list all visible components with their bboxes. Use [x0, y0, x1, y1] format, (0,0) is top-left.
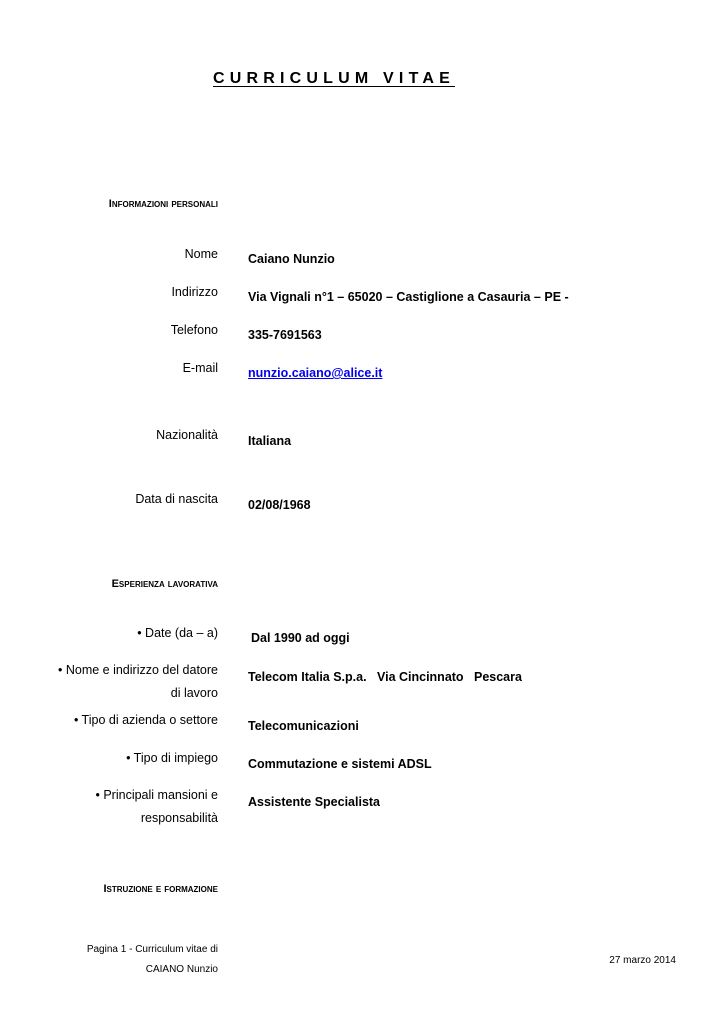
footer-date: 27 marzo 2014 [609, 955, 676, 966]
section-heading-personal: Informazioni personali [108, 198, 218, 210]
employer-value: Telecom Italia S.p.a. Via Cincinnato Pescara [248, 670, 522, 684]
company-type-label: • Tipo di azienda o settore [73, 713, 218, 727]
address-label: Indirizzo [171, 285, 218, 299]
company-type-value: Telecomunicazioni [248, 719, 359, 733]
birth-date-value: 02/08/1968 [248, 498, 311, 512]
section-heading-education: Istruzione e formazione [103, 883, 218, 895]
name-label: Nome [184, 247, 218, 261]
nationality-value: Italiana [248, 434, 292, 448]
nationality-label: Nazionalità [156, 428, 218, 442]
dates-value: Dal 1990 ad oggi [251, 631, 350, 645]
name-value: Caiano Nunzio [248, 252, 335, 266]
duties-label [18, 784, 218, 830]
email-link[interactable]: nunzio.caiano@alice.it [248, 366, 383, 380]
duties-label-line2: responsabilità [140, 811, 218, 825]
phone-value: 335-7691563 [248, 328, 322, 342]
page-footer-info [18, 940, 218, 980]
birth-date-label: Data di nascita [135, 492, 218, 506]
document-title: CURRICULUM VITAE [212, 70, 455, 87]
dates-label: • Date (da – a) [137, 626, 218, 640]
footer-page-line2: CAIANO Nunzio [145, 964, 218, 975]
job-type-label: • Tipo di impiego [126, 751, 218, 765]
phone-label: Telefono [170, 323, 218, 337]
email-label: E-mail [182, 361, 218, 375]
job-type-value: Commutazione e sistemi ADSL [248, 757, 432, 771]
footer-page-line1: Pagina 1 - Curriculum vitae di [86, 944, 218, 955]
duties-label-line1: • Principali mansioni e [95, 788, 218, 802]
employer-label-line2: di lavoro [170, 686, 218, 700]
address-value: Via Vignali n°1 – 65020 – Castiglione a Casauria – PE - [248, 290, 569, 304]
employer-label-line1: • Nome e indirizzo del datore [57, 663, 218, 677]
duties-value: Assistente Specialista [248, 795, 381, 809]
employer-label [18, 659, 218, 705]
section-heading-experience: Esperienza lavorativa [111, 578, 218, 590]
